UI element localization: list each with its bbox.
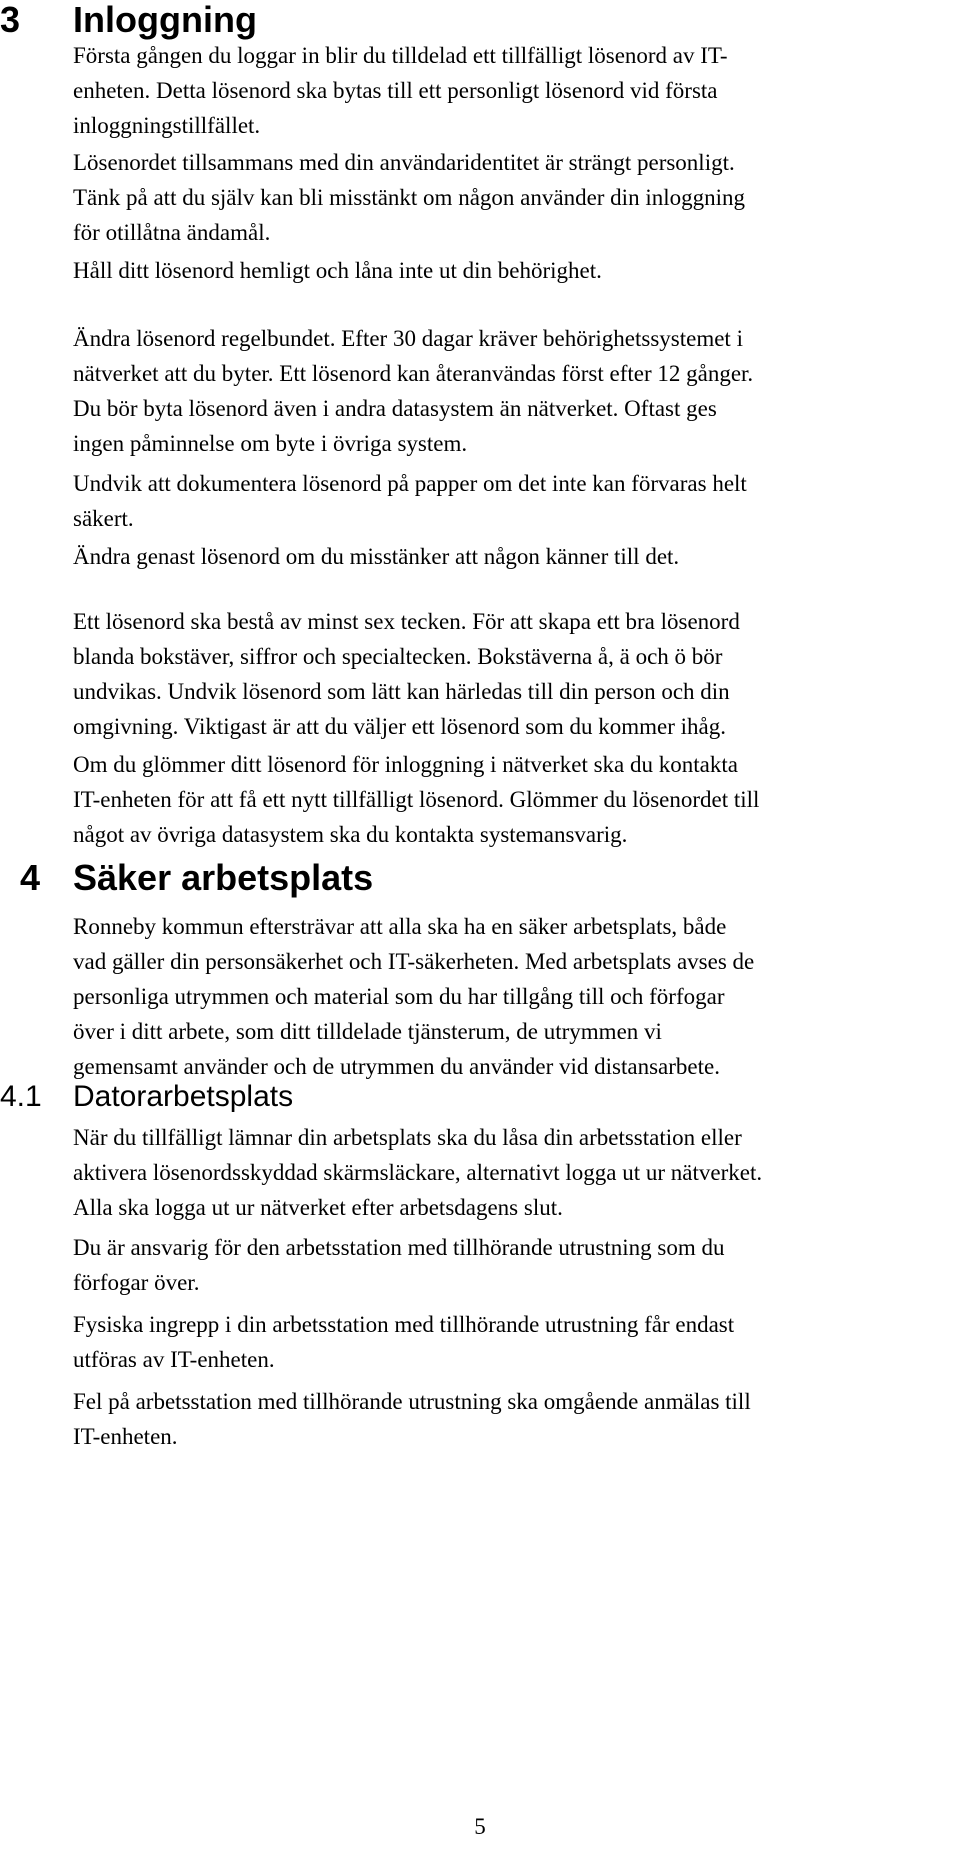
text-line: över i ditt arbete, som ditt tilldelade tjänsterum, de utrymmen vi xyxy=(73,1019,662,1044)
text-line: Ett lösenord ska bestå av minst sex tecken. För att skapa ett bra lösenord xyxy=(73,609,740,634)
subsection-title: Datorarbetsplats xyxy=(73,1080,294,1113)
text-line: Undvik att dokumentera lösenord på papper om det inte kan förvaras helt xyxy=(73,471,747,496)
paragraph xyxy=(73,1230,953,1300)
paragraph xyxy=(73,909,953,1084)
text-line: Ronneby kommun eftersträvar att alla ska ha en säker arbetsplats, både xyxy=(73,914,727,939)
paragraph xyxy=(73,539,953,574)
text-line: Lösenordet tillsammans med din användaridentitet är strängt personligt. xyxy=(73,150,735,175)
paragraph xyxy=(73,604,953,744)
text-line: vad gäller din personsäkerhet och IT-säkerheten. Med arbetsplats avses de xyxy=(73,949,755,974)
subsection-number: 4.1 xyxy=(0,1080,42,1113)
text-line: Tänk på att du själv kan bli misstänkt om någon använder din inloggning xyxy=(73,185,745,210)
paragraph xyxy=(73,321,953,461)
text-line: Håll ditt lösenord hemligt och låna inte ut din behörighet. xyxy=(73,258,602,283)
paragraph xyxy=(73,1307,953,1377)
text-line: utföras av IT-enheten. xyxy=(73,1347,275,1372)
text-line: säkert. xyxy=(73,506,134,531)
text-line: gemensamt använder och de utrymmen du använder vid distansarbete. xyxy=(73,1054,720,1079)
text-line: undvikas. Undvik lösenord som lätt kan härledas till din person och din xyxy=(73,679,730,704)
section-number: 4 xyxy=(20,857,41,898)
paragraph xyxy=(73,253,953,288)
text-line: Ändra genast lösenord om du misstänker att någon känner till det. xyxy=(73,544,680,569)
text-line: enheten. Detta lösenord ska bytas till ett personligt lösenord vid första xyxy=(73,78,718,103)
paragraph xyxy=(73,466,953,536)
paragraph xyxy=(73,747,953,852)
paragraph xyxy=(73,1384,953,1454)
text-line: Du bör byta lösenord även i andra datasystem än nätverket. Oftast ges xyxy=(73,396,717,421)
text-line: Alla ska logga ut ur nätverket efter arbetsdagens slut. xyxy=(73,1195,563,1220)
text-line: IT-enheten för att få ett nytt tillfälligt lösenord. Glömmer du lösenordet till xyxy=(73,787,760,812)
page-number: 5 xyxy=(474,1814,486,1839)
text-line: När du tillfälligt lämnar din arbetsplats ska du låsa din arbetsstation eller xyxy=(73,1125,742,1150)
text-line: blanda bokstäver, siffror och specialtecken. Bokstäverna å, ä och ö bör xyxy=(73,644,723,669)
paragraph xyxy=(73,38,953,143)
paragraph xyxy=(73,145,953,250)
text-line: förfogar över. xyxy=(73,1270,200,1295)
text-line: Första gången du loggar in blir du tilldelad ett tillfälligt lösenord av IT- xyxy=(73,43,728,68)
text-line: IT-enheten. xyxy=(73,1424,178,1449)
text-line: Ändra lösenord regelbundet. Efter 30 dagar kräver behörighetssystemet i xyxy=(73,326,743,351)
text-line: inloggningstillfället. xyxy=(73,113,261,138)
section-number: 3 xyxy=(0,0,21,40)
text-line: personliga utrymmen och material som du har tillgång till och förfogar xyxy=(73,984,725,1009)
text-line: ingen påminnelse om byte i övriga system. xyxy=(73,431,468,456)
text-line: Om du glömmer ditt lösenord för inloggning i nätverket ska du kontakta xyxy=(73,752,738,777)
paragraph xyxy=(73,1120,953,1225)
section-title: Inloggning xyxy=(73,0,257,40)
text-line: Fel på arbetsstation med tillhörande utrustning ska omgående anmälas till xyxy=(73,1389,751,1414)
text-line: Fysiska ingrepp i din arbetsstation med tillhörande utrustning får endast xyxy=(73,1312,735,1337)
text-line: Du är ansvarig för den arbetsstation med tillhörande utrustning som du xyxy=(73,1235,725,1260)
text-line: aktivera lösenordsskyddad skärmsläckare, alternativt logga ut ur nätverket. xyxy=(73,1160,763,1185)
text-line: något av övriga datasystem ska du kontakta systemansvarig. xyxy=(73,822,628,847)
text-line: omgivning. Viktigast är att du väljer ett lösenord som du kommer ihåg. xyxy=(73,714,726,739)
text-line: nätverket att du byter. Ett lösenord kan återanvändas först efter 12 gånger. xyxy=(73,361,754,386)
text-line: för otillåtna ändamål. xyxy=(73,220,271,245)
section-title: Säker arbetsplats xyxy=(73,857,374,898)
